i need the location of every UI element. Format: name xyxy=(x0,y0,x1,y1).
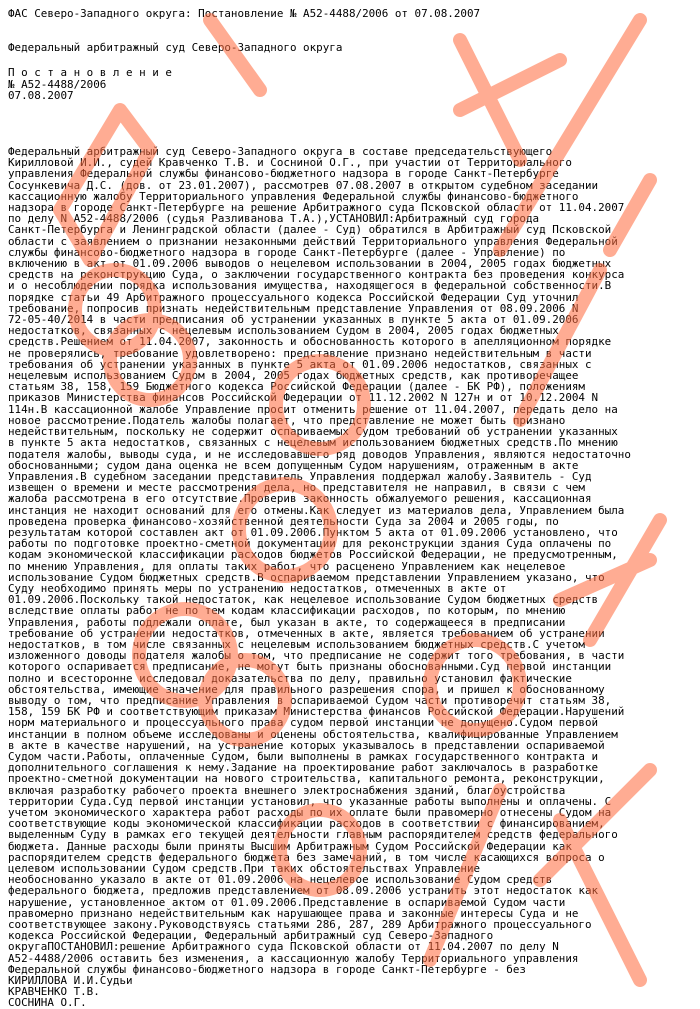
body-line: жалоба рассмотрена в его отсутствие.Проверив законность обжалуемого решения, кассационная xyxy=(8,493,592,505)
body-line: Федеральной службы финансово-бюджетного надзора в городе Санкт-Петербурге - без xyxy=(8,963,526,976)
document-date: 07.08.2007 xyxy=(8,89,74,102)
body-line: Управления.В судебном заседании представитель Управления поддержал жалобу.Заявитель - Суд xyxy=(8,470,592,483)
body-line: проведена проверка финансово-хозяйственной деятельности Суда за 2004 и 2005 годы, по xyxy=(8,515,559,527)
body-line: обоснованными; судом дана оценка не всем допущенным Судом нарушениям, отраженным в акте xyxy=(8,459,579,471)
body-line: области с заявлением о признании незаконными действий Территориального управления Федеральной xyxy=(8,235,618,247)
body-line: 72-05-40/2014 в части предписания об устранении указанных в пункте 5 акта от 01.09.2006 xyxy=(8,314,579,326)
body-line: кодекса Российской Федерации, Федеральный арбитражный суд Северо-Западного xyxy=(8,930,494,942)
body-line: обстоятельства, имеющие значение для правильного разрешения спора, и пришел к обоснованному xyxy=(8,683,605,695)
body-line: в пункте 5 акта недостатков, связанных с нецелевым использованием бюджетных средств.По мнению xyxy=(8,437,618,449)
body-line: управления Федеральной службы финансово-бюджетного надзора в городе Санкт-Петербурге xyxy=(8,168,559,180)
body-line: инстанция не находит оснований для его отмены.Как следует из материалов дела, Управлением была xyxy=(8,504,625,516)
body-line: территории Суда.Суд первой инстанции установил, что указанные работы выполнены и оплачены. С xyxy=(8,795,612,807)
court-name: Федеральный арбитражный суд Северо-Западного округа xyxy=(8,42,343,54)
body-line: нецелевым использованием Судом в 2004, 2005 годах бюджетных средств, как противоречащее xyxy=(8,370,579,382)
body-line: полно и всесторонне исследовал доказательства по делу, правильно установил фактические xyxy=(8,672,572,684)
body-line: недостатков, в том числе связанных с нецелевым использованием бюджетных средств.С учетом xyxy=(8,638,585,651)
body-line: вследствие оплаты работ не по тем кодам классификации расходов, по которым, по мнению xyxy=(8,605,566,617)
body-line: нарушение, установленное актом от 01.09.2006.Представление в оспариваемой Судом части xyxy=(8,896,566,908)
body-line: выводу о том, что предписание Управления в оспариваемой Судом части противоречит статьям 38, xyxy=(8,694,612,707)
body-line: требование, попросив признать недействительным представление Управления от 08.09.2006 N xyxy=(8,302,579,315)
body-line: учетом экономического характера работ расходы по их оплате были правомерно отнесены Судом на xyxy=(8,807,612,819)
body-line: требование об устранении недостатков, отмеченных в акте, является требованием об устранении xyxy=(8,627,605,639)
body-line: правомерно признано недействительным как нарушающее права и законные интересы Суда и не xyxy=(8,907,579,920)
body-line: А52-4488/2006 оставить без изменения, а кассационную жалобу Территориального управления xyxy=(8,952,579,964)
body-line: недействительным, поскольку не содержит оспариваемых Судом требований об устранении указанных xyxy=(8,426,618,438)
body-line: соответствующие коды экономической классификации расходов в соответствии с финансированием, xyxy=(8,818,605,830)
body-line: распорядителем средств федерального бюджета без замечаний, в том числе касающихся вопроса о xyxy=(8,851,605,864)
body-line: Суду необходимо принять меры по устранению недостатков, отмеченных в акте от xyxy=(8,582,507,595)
body-line: подателя жалобы, выводы суда, и не исследовавшего ряд доводов Управления, являются недостаточно xyxy=(8,448,631,460)
body-line: выделенным Суду в рамках его текущей деятельности главным распорядителем средств федерального xyxy=(8,829,618,841)
body-line: кассационную жалобу Территориального управления Федеральной службы финансово-бюджетного xyxy=(8,190,579,203)
body-line: норм материального и процессуального права судом первой инстанции не допущено.Судом первой xyxy=(8,717,599,729)
body-line: проектно-сметной документации на нового строительства, капитального ремонта, реконструкции, xyxy=(8,773,605,785)
body-line: дополнительного соглашения к нему.Задание на проектирование работ заключалось в разработке xyxy=(8,762,599,774)
body-line: включая разработку рабочего проекта внешнего электроснабжения зданий, благоустройства xyxy=(8,784,566,796)
body-line: по мнению Управления, для оплаты таких работ, что расценено Управлением как нецелевое xyxy=(8,560,566,572)
body-line: недостатков, связанных с нецелевым использованием Судом в 2004, 2005 годах бюджетных xyxy=(8,325,559,337)
body-line: 114н.В кассационной жалобе Управление просит отменить решение от 11.04.2007, передать дело на xyxy=(8,403,618,415)
body-line: порядке статьи 49 Арбитражного процессуального кодекса Российской Федерации Суд уточнил xyxy=(8,291,579,303)
body-line: службы финансово-бюджетного надзора в городе Санкт-Петербурге (далее - Управление) по xyxy=(8,246,566,259)
title-block xyxy=(8,67,692,101)
document-number: № А52-4488/2006 xyxy=(8,78,107,90)
body-line: приказов Министерства финансов Российской Федерации от 11.12.2002 N 127н и от 10.12.2004 N xyxy=(8,392,599,404)
body-line: в акте в качестве нарушений, на устранение которых указывалось в представлении оспариваемой xyxy=(8,739,605,751)
body-line: результатам которой составлен акт от 01.09.2006.Пунктом 5 акта от 01.09.2006 установлено, что xyxy=(8,526,618,539)
body-line: средств на реконструкцию Суда, о заключении государственного контракта без проведения конкурса xyxy=(8,269,625,281)
body-line: необоснованно указало в акте от 01.09.2006 на нецелевое использование Судом средств xyxy=(8,874,553,886)
body-line: Кирилловой И.И., судей Кравченко Т.В. и Сосниной О.Г., при участии от Территориального xyxy=(8,157,572,169)
body-line: округаПОСТАНОВИЛ:решение Арбитражного суда Псковской области от 11.04.2007 по делу N xyxy=(8,941,559,953)
body-line: целевом использовании Судом средств.При таких обстоятельствах Управление xyxy=(8,863,481,875)
body-line: включению в акт от 01.09.2006 выводов о нецелевом использовании в 2004, 2005 годах бюджетных xyxy=(8,258,612,270)
body-line: Федеральный арбитражный суд Северо-Западного округа в составе председательствующего xyxy=(8,146,553,158)
body-line: надзора в городе Санкт-Петербурге на решение Арбитражного суда Псковской области от 11.04.2007 xyxy=(8,202,625,214)
body-line: не проверялись, требование удовлетворено: представление признано недействительным в части xyxy=(8,347,592,359)
document-body xyxy=(8,146,692,1009)
body-line: работы по подготовке проектно-сметной документации для реконструкции здания Суда оплачены по xyxy=(8,538,612,550)
document-page xyxy=(8,8,692,1009)
document-header: ФАС Северо-Западного округа: Постановление № А52-4488/2006 от 07.08.2007 xyxy=(8,8,481,20)
body-line: по делу N А52-4488/2006 (судья Разливанова Т.А.),УСТАНОВИЛ:Арбитражный суд города xyxy=(8,213,540,225)
body-line: кодам экономической классификации расходов бюджетов Российской Федерации, не предусмотренным, xyxy=(8,549,618,561)
body-line: КРАВЧЕНКО Т.В. xyxy=(8,986,100,998)
body-line: 158, 159 БК РФ и соответствующим приказам Министерства финансов Российской Федерации.Нарушений xyxy=(8,706,625,718)
body-line: средств.Решением от 11.04.2007, законность и обоснованность которого в апелляционном порядке xyxy=(8,336,612,348)
body-line: требования об устранении указанных в пункте 5 акта от 01.09.2006 недостатков, связанных с xyxy=(8,358,592,371)
document-type: П о с т а н о в л е н и е xyxy=(8,67,172,79)
body-line: изложенного доводы подателя жалобы о том, что предписание не содержит того требования, в части xyxy=(8,650,625,662)
body-line: КИРИЛЛОВА И.И.Судьи xyxy=(8,975,133,987)
body-line: статьям 38, 158, 159 Бюджетного кодекса Российской Федерации (далее - БК РФ), положениям xyxy=(8,381,585,393)
body-line: бюджета. Данные расходы были приняты Высшим Арбитражным Судом Российской Федерации как xyxy=(8,840,572,852)
body-line: соответствующее закону.Руководствуясь статьями 286, 287, 289 Арбитражного процессуального xyxy=(8,919,592,931)
body-line: извещен о времени и месте рассмотрения дела, но представителя не направил, в связи с чем xyxy=(8,482,585,494)
body-line: Санкт-Петербурга и Ленинградской области (далее - Суд) обратился в Арбитражный суд Псковской xyxy=(8,224,612,236)
body-line: Судом части.Работы, оплаченные Судом, были выполнены в рамках государственного контракта и xyxy=(8,750,599,763)
body-line: Сосункевича Д.С. (дов. от 23.01.2007), рассмотрев 07.08.2007 в открытом судебном заседании xyxy=(8,179,599,191)
body-line: и о несоблюдении порядка использования имущества, находящегося в федеральной собственности.В xyxy=(8,280,612,292)
body-line: Управления, работы подлежали оплате, был указан в акте, то содержащееся в предписании xyxy=(8,616,566,628)
body-line: которого оспаривается предписание, не могут быть признаны обоснованными.Суд первой инстанции xyxy=(8,661,612,673)
body-line: СОСНИНА О.Г. xyxy=(8,997,87,1009)
body-line: инстанции в полном объеме исследованы и оценены обстоятельства, квалифицированные Управлением xyxy=(8,728,618,740)
body-line: 01.09.2006.Поскольку такой недостаток, как нецелевое использование Судом бюджетных средств xyxy=(8,594,599,606)
body-line: новое рассмотрение.Податель жалобы полагает, что представление не может быть признано xyxy=(8,414,566,427)
body-line: использование Судом бюджетных средств.В оспариваемом представлении Управлением указано, что xyxy=(8,571,605,583)
body-line: федерального бюджета, предложив представлением от 08.09.2006 устранить этот недостаток как xyxy=(8,885,599,897)
